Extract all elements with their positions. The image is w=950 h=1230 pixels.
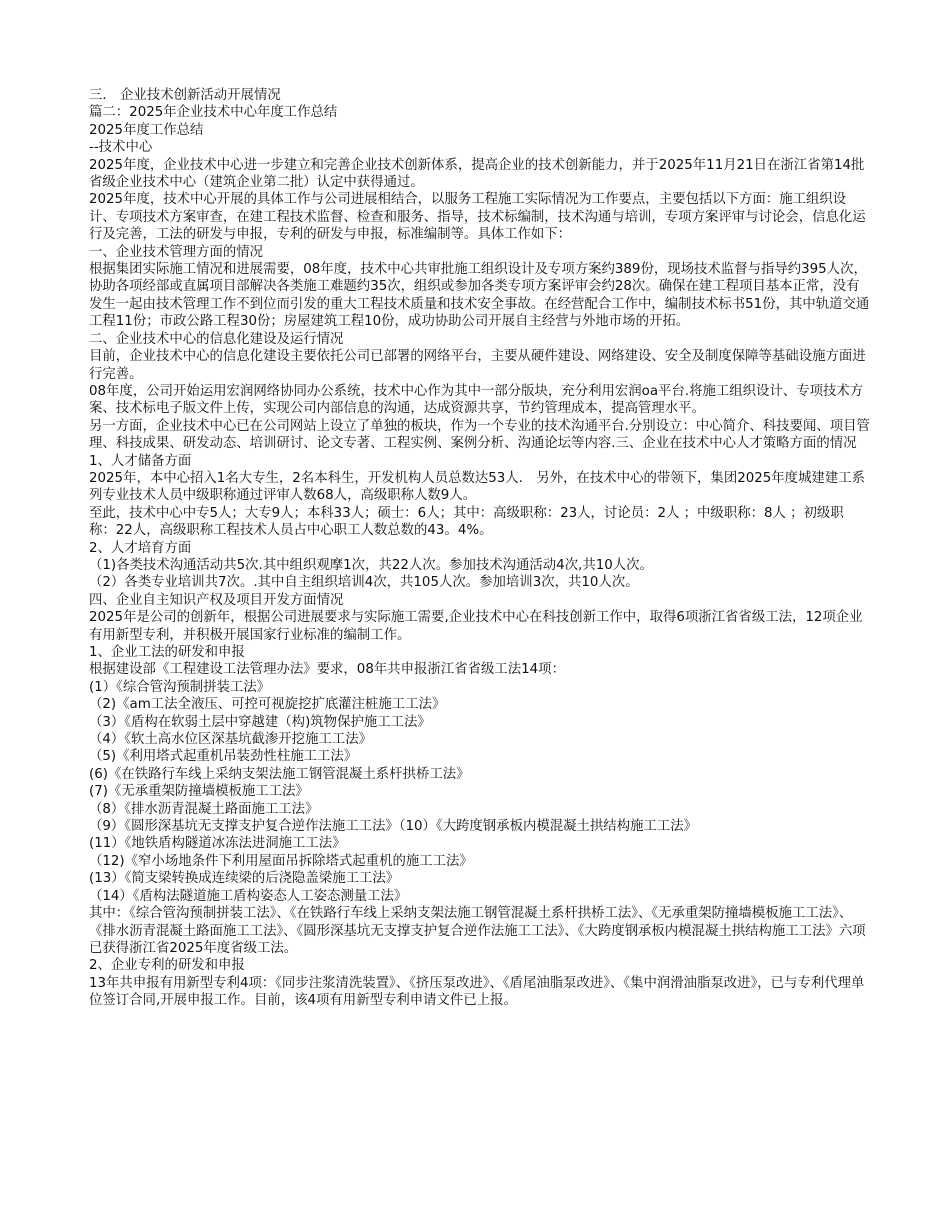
document-body	[89, 87, 870, 1010]
list-item: （3）《盾构在软弱土层中穿越建（构)筑物保护施工工法》	[89, 714, 431, 730]
paragraph: 目前，企业技术中心的信息化建设主要依托公司已部署的网络平台，主要从硬件建设、网络建设、安全及制度保障等基础设施方面进行完善。	[89, 349, 866, 382]
paragraph: 根据集团实际施工情况和进展需要，08年度，技术中心共审批施工组织设计及专项方案约389份，现场技术监督与指导约395人次，协助各项经部或直属项目部解决各类施工难题约35次，组织或参加各类专项方案评审会约28次。确保在建工程项目基本正常，没有发生一起由技术管理工作不到位而引发的重大工程技术质量和技术安全事故。在经营配合工作中，编制技术标书51份，其中轨道交通工程11份；市政公路工程30份；房屋建筑工程10份，成功协助公司开展自主经营与外地市场的开拓。	[89, 262, 870, 330]
subsection-heading: 2、企业专利的研发和申报	[89, 958, 245, 974]
paragraph: 13年共申报有用新型专利4项：《同步注浆清洗装置》、《挤压泵改进》、《盾尾油脂泵改进》、《集中润滑油脂泵改进》，已与专利代理单位签订合同,开展申报工作。目前，该4项有用新型专利申请文件已上报。	[89, 975, 865, 1009]
article-title: 篇二：2025年企业技术中心年度工作总结	[89, 105, 338, 121]
section-heading: 三． 企业技术创新活动开展情况	[89, 88, 281, 103]
list-item: （2)《am工法全液压、可控可视旋挖扩底灌注桩施工工法》	[89, 697, 446, 713]
list-item: (1）《综合管沟预制拼装工法》	[89, 679, 271, 695]
list-item: (7)《无承重架防撞墙模板施工工法》	[89, 784, 309, 800]
list-item: （14）《盾构法隧道施工盾构姿态人工姿态测量工法》	[89, 888, 408, 904]
paragraph: 2025年度，技术中心开展的具体工作与公司进展相结合，以服务工程施工实际情况为工作要点，主要包括以下方面：施工组织设计、专项技术方案审查，在建工程技术监督、检查和服务、指导，技术标编制，技术沟通与培训，专项方案评审与讨论会，信息化运行及完善，工法的研发与申报，专利的研发与申报，标准编制等。具体工作如下：	[89, 192, 866, 243]
list-item: （12)《窄小场地条件下利用屋面吊拆除塔式起重机的施工工法》	[89, 853, 473, 869]
paragraph: 根据建设部《工程建设工法管理办法》要求，08年共申报浙江省省级工法14项：	[89, 662, 565, 678]
list-item: （1)各类技术沟通活动共5次.其中组织观摩1次，共22人次。参加技术沟通活动4次,共10人次。	[89, 557, 653, 573]
paragraph: 至此，技术中心中专5人；大专9人；本科33人；硕士：6人；其中：高级职称：23人，讨论员：2人 ；中级职称：8人 ；初级职称：22人，高级职称工程技术人员占中心职工人数总数的43。4%。	[89, 505, 844, 539]
paragraph: 2025年是公司的创新年，根据公司进展要求与实际施工需要,企业技术中心在科技创新工作中，取得6项浙江省省级工法，12项企业有用新型专利，并积极开展国家行业标准的编制工作。	[89, 610, 863, 643]
report-title: 2025年度工作总结	[89, 122, 204, 138]
paragraph: 其中：《综合管沟预制拼装工法》、《在铁路行车线上采纳支架法施工钢管混凝土系杆拱桥工法》、《无承重架防撞墙模板施工工法》、《排水沥青混凝土路面施工工法》、《圆形深基坑无支撑支护复合逆作法施工工法》、《大跨度钢承板内模混凝土拱结构施工工法》六项已获得浙江省2025年度省级工法。	[89, 906, 866, 956]
subsection-heading: 1、企业工法的研发和申报	[89, 645, 245, 660]
paragraph: 2025年度，企业技术中心进一步建立和完善企业技术创新体系，提高企业的技术创新能力，并于2025年11月21日在浙江省第14批省级企业技术中心（建筑企业第二批）认定中获得通过。	[89, 157, 865, 191]
list-item: (11）《地铁盾构隧道冰冻法进洞施工工法》	[89, 836, 346, 852]
subsection-heading: 1、人才储备方面	[89, 453, 192, 469]
list-item: （8）《排水沥青混凝土路面施工工法》	[89, 801, 319, 817]
list-item: （4）《软土高水位区深基坑截渗开挖施工工法》	[89, 732, 373, 748]
report-author: --技术中心	[89, 140, 153, 156]
section-heading: 四、企业自主知识产权及项目开发方面情况	[89, 592, 344, 608]
list-item: （9）《圆形深基坑无支撑支护复合逆作法施工工法》（10）《大跨度钢承板内模混凝土拱结构施工工法》	[89, 819, 698, 835]
list-item: （2）各类专业培训共7次。.其中自主组织培训4次，共105人次。参加培训3次，共10人次。	[89, 575, 639, 591]
subsection-heading: 2、人才培育方面	[89, 540, 192, 556]
paragraph: 08年度，公司开始运用宏润网络协同办公系统，技术中心作为其中一部分版块，充分利用宏润oa平台.将施工组织设计、专项技术方案、技术标电子版文件上传，实现公司内部信息的沟通，达成资源共享，节约管理成本，提高管理水平。	[89, 383, 864, 417]
paragraph: 2025年，本中心招入1名大专生，2名本科生，开发机构人员总数达53人． 另外，在技术中心的带领下，集团2025年度城建建工系列专业技术人员中级职称通过评审人数68人，高级职称人数9人。	[89, 470, 866, 504]
section-heading: 一、企业技术管理方面的情况	[89, 244, 264, 260]
section-heading: 二、企业技术中心的信息化建设及运行情况	[89, 331, 344, 347]
paragraph: 另一方面，企业技术中心已在公司网站上设立了单独的板块，作为一个专业的技术沟通平台.分别设立：中心简介、科技要闻、项目管理、科技成果、研发动态、培训研讨、论文专著、工程实例、案例分析、沟通论坛等内容.三、企业在技术中心人才策略方面的情况	[89, 418, 870, 452]
list-item: (6)《在铁路行车线上采纳支架法施工钢管混凝土系杆拱桥工法》	[89, 766, 470, 782]
list-item: （5)《利用塔式起重机吊装劲性柱施工工法》	[89, 749, 358, 765]
list-item: (13）《简支梁转换成连续梁的后浇隐盖梁施工工法》	[89, 871, 400, 887]
